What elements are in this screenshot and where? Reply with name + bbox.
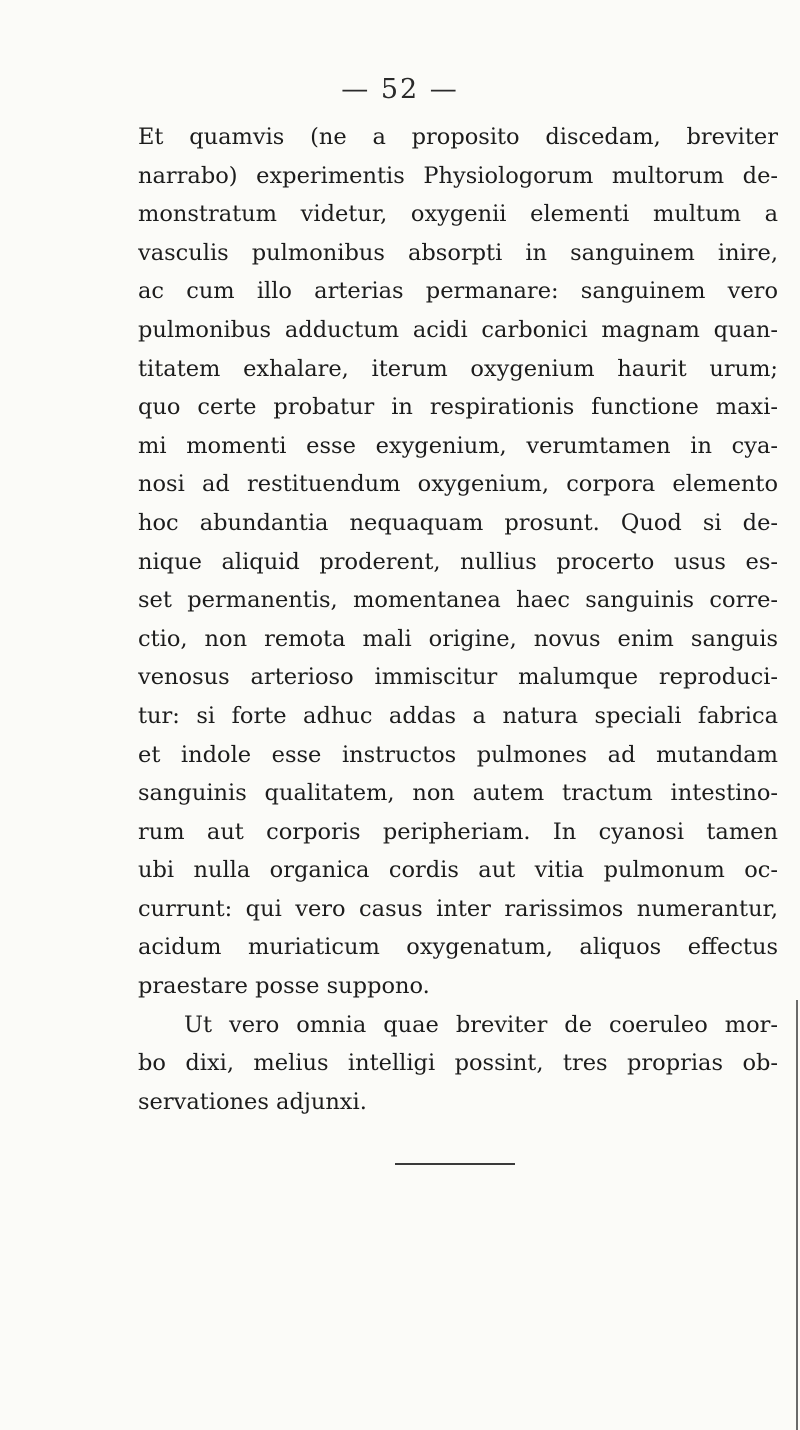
text-line: tur: si forte adhuc addas a natura speciali fabrica: [138, 702, 778, 729]
text-line: servationes adjunxi.: [138, 1088, 367, 1115]
section-divider: [395, 1163, 515, 1165]
text-line: pulmonibus adductum acidi carbonici magnam quan-: [138, 316, 778, 343]
text-line: et indole esse instructos pulmones ad mutandam: [138, 741, 778, 768]
paragraph-1: [138, 118, 778, 1006]
text-line: Ut vero omnia quae breviter de coeruleo mor-: [184, 1011, 778, 1038]
text-line: monstratum videtur, oxygenii elementi multum a: [138, 201, 778, 228]
text-line: sanguinis qualitatem, non autem tractum intestino-: [138, 780, 778, 807]
text-line: narrabo) experimentis Physiologorum multorum de-: [138, 162, 778, 189]
text-line: acidum muriaticum oxygenatum, aliquos effectus: [138, 934, 778, 961]
text-line: titatem exhalare, iterum oxygenium haurit urum;: [138, 355, 778, 382]
text-line: set permanentis, momentanea haec sanguinis corre-: [138, 587, 778, 614]
page-edge-shadow: [796, 1000, 798, 1430]
text-line: rum aut corporis peripheriam. In cyanosi tamen: [138, 818, 778, 845]
text-line: nique aliquid proderent, nullius procerto usus es-: [138, 548, 778, 575]
text-line: currunt: qui vero casus inter rarissimos numerantur,: [138, 895, 778, 922]
paragraph-2: [138, 1006, 778, 1122]
main-text: [138, 118, 778, 1121]
text-line: ac cum illo arterias permanare: sanguinem vero: [138, 278, 778, 305]
text-line: vasculis pulmonibus absorpti in sanguinem inire,: [138, 239, 778, 266]
text-line: Et quamvis (ne a proposito discedam, breviter: [138, 124, 778, 150]
text-line: hoc abundantia nequaquam prosunt. Quod si de-: [138, 509, 778, 536]
text-line: ubi nulla organica cordis aut vitia pulmonum oc-: [138, 857, 778, 884]
text-line: venosus arterioso immiscitur malumque reproduci-: [138, 664, 778, 691]
text-line: bo dixi, melius intelligi possint, tres proprias ob-: [138, 1050, 778, 1077]
text-line: praestare posse suppono.: [138, 973, 430, 1000]
text-line: ctio, non remota mali origine, novus enim sanguis: [138, 625, 778, 652]
text-line: nosi ad restituendum oxygenium, corpora elemento: [138, 471, 778, 498]
page-number: — 52 —: [341, 74, 459, 105]
text-line: quo certe probatur in respirationis functione maxi-: [138, 394, 778, 421]
text-line: mi momenti esse exygenium, verumtamen in cya-: [138, 432, 778, 459]
